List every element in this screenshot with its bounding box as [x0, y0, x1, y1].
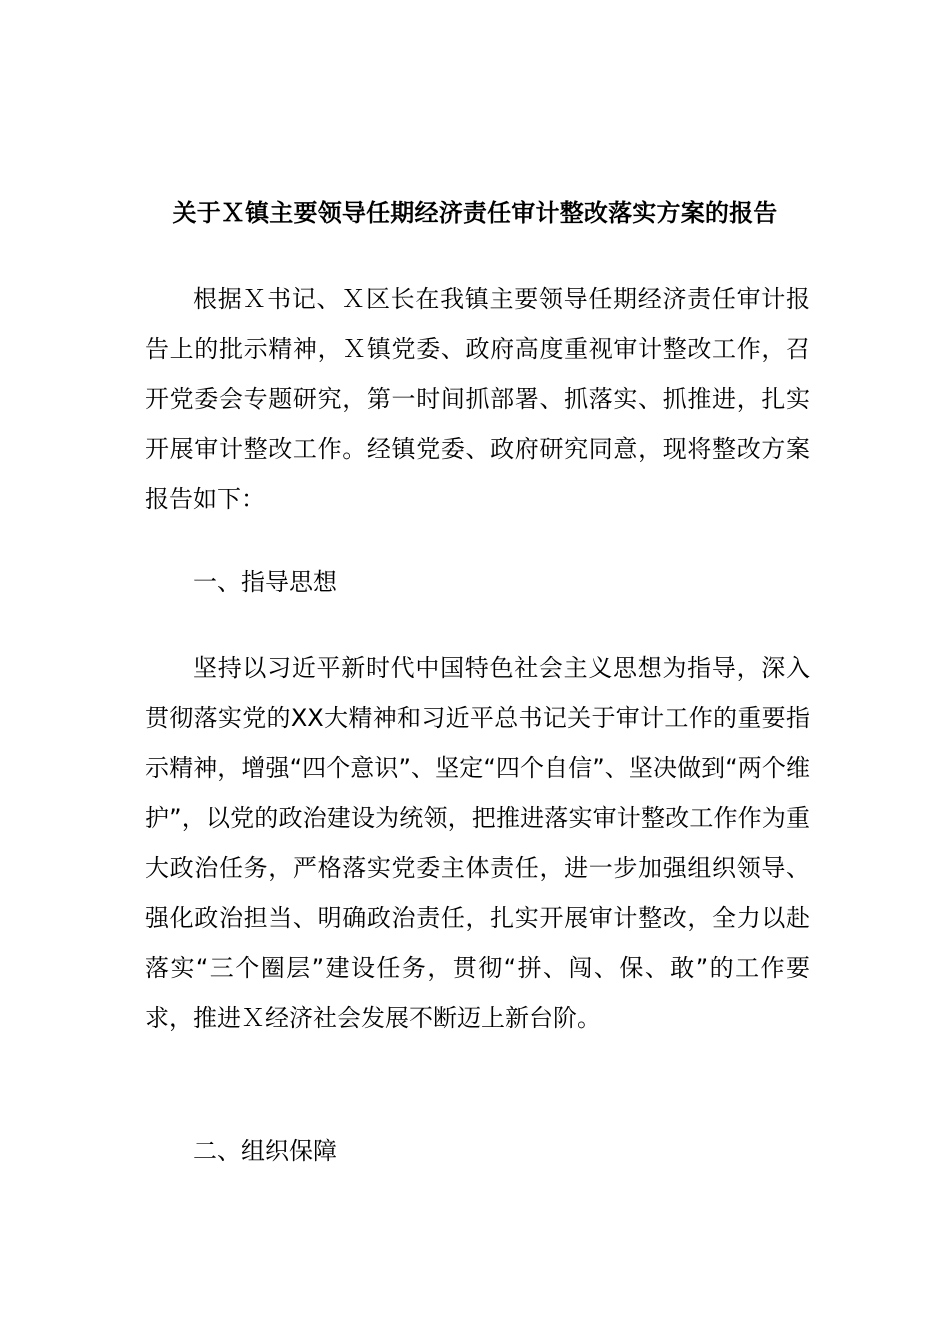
- section-body-guiding-thought: 坚持以习近平新时代中国特色社会主义思想为指导，深入贯彻落实党的XX大精神和习近平总书记关于审计工作的重要指示精神，增强“四个意识”、坚定“四个自信”、坚决做到“两个维护”，以党的政治建设为统领，把推进落实审计整改工作作为重大政治任务，严格落实党委主体责任，进一步加强组织领导、强化政治担当、明确政治责任，扎实开展审计整改，全力以赴落实“三个圈层”建设任务，贯彻“拼、闯、保、敢”的工作要求，推进Ｘ经济社会发展不断迈上新台阶。: [145, 654, 810, 1032]
- section-heading-guiding-thought: 一、指导思想: [193, 568, 337, 596]
- section-heading-organizational-guarantee: 二、组织保障: [193, 1137, 337, 1165]
- document-title: 关于Ｘ镇主要领导任期经济责任审计整改落实方案的报告: [172, 199, 778, 227]
- intro-paragraph: 根据Ｘ书记、Ｘ区长在我镇主要领导任期经济责任审计报告上的批示精神，Ｘ镇党委、政府高度重视审计整改工作，召开党委会专题研究，第一时间抓部署、抓落实、抓推进，扎实开展审计整改工作。经镇党委、政府研究同意，现将整改方案报告如下：: [145, 285, 810, 513]
